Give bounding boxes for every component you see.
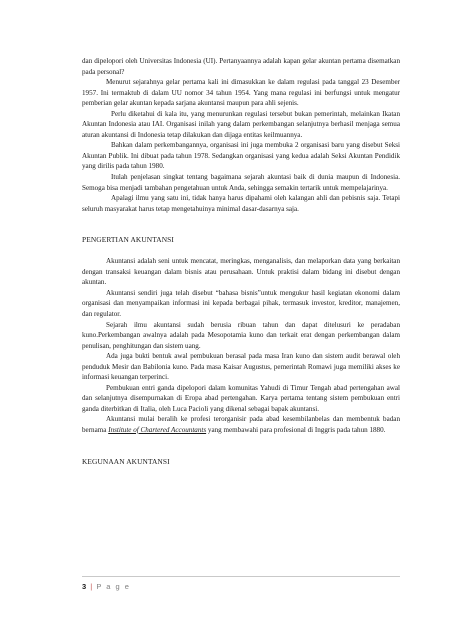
page-content xyxy=(82,56,400,467)
paragraph: Ada juga bukti bentuk awal pembukuan berasal pada masa Iran kuno dan sistem audit berawal oleh penduduk Mesir dan Babilonia kuno. Pada masa Kaisar Augustus, pemerintah Romawi juga memiliki akses ke informasi keuangan terperinci. xyxy=(82,352,400,382)
footer-divider xyxy=(82,576,400,577)
paragraph: Bahkan dalam perkembangannya, organisasi ini juga membuka 2 organisasi baru yang disebut Seksi Akuntan Publik. Ini dibuat pada tahun 1978. Sedangkan organisasi yang kedua adalah Seksi Akuntan Pendidik yang dirilis pada tahun 1980. xyxy=(82,141,400,171)
paragraph: Pembukuan entri ganda dipelopori dalam komunitas Yahudi di Timur Tengah abad pertengahan awal dan selanjutnya disempurnakan di Eropa abad pertengahan. Karya pertama tentang sistem pembukuan entri ganda diterbitkan di Italia, oleh Luca Pacioli yang dikenal sebagai bapak akuntansi. xyxy=(82,383,400,413)
paragraph: Menurut sejarahnya gelar pertama kali ini dimasukkan ke dalam regulasi pada tanggal 23 Desember 1957. Ini termaktub di dalam UU nomor 34 tahun 1954. Yang mana regulasi ini berfungsi untuk mengatur pemberian gelar akuntan kepada sarjana akuntansi maupun para ahli sejenis. xyxy=(82,78,400,108)
paragraph: Akuntansi adalah seni untuk mencatat, meringkas, menganalisis, dan melaporkan data yang berkaitan dengan transaksi keuangan dalam bisnis atau perusahaan. Untuk praktisi dalam bidang ini disebut dengan akuntan. xyxy=(82,257,400,287)
section-heading-kegunaan: KEGUNAAN AKUNTANSI xyxy=(82,456,170,466)
institute-link[interactable]: Institute of Chartered Accountants xyxy=(108,426,207,434)
paragraph-institute xyxy=(82,414,400,435)
paragraph: Itulah penjelasan singkat tentang bagaimana sejarah akuntasi baik di dunia maupun di Indonesia. Semoga bisa menjadi tambahan pengetahuan untuk Anda, sehingga semakin tertarik untuk mempelajarinya. xyxy=(82,173,400,192)
footer-separator: | xyxy=(90,582,93,591)
paragraph-text: Akuntansi mulai beralih ke profesi terorganisir pada abad kesembilanbelas dan membentuk badan bernama xyxy=(82,415,400,434)
paragraph-text: yang membawahi para profesional di Inggris pada tahun 1880. xyxy=(206,426,386,434)
paragraph: Akuntansi sendiri juga telah disebut “bahasa bisnis”untuk mengukur hasil kegiatan ekonomi dalam organisasi dan menyampaikan informasi ini kepada berbagai pihak, termasuk investor, kreditor, manajemen, dan regulator. xyxy=(82,288,400,318)
page-number: 3 xyxy=(82,582,87,591)
paragraph: Perlu diketahui di kala itu, yang menurunkan regulasi tersebut bukan pemerintah, melainkan Ikatan Akuntan Indonesia atau IAI. Organisasi inilah yang dalam perkembangan selanjutnya berhasil menjaga semua aturan akuntansi di Indonesia tetap dilakukan dan dijaga entitas keilmuannya. xyxy=(82,109,400,139)
page-footer xyxy=(82,582,130,591)
paragraph: Apalagi ilmu yang satu ini, tidak hanya harus dipahami oleh kalangan ahli dan pebisnis saja. Tetapi seluruh masyarakat harus tetap mengetahuinya minimal dasar-dasarnya saja. xyxy=(82,194,400,213)
paragraph: Sejarah ilmu akuntansi sudah berusia ribuan tahun dan dapat ditelusuri ke peradaban kuno.Perkembangan awalnya adalah pada Mesopotamia kuno dan terkait erat dengan perkembangan dalam penulisan, penghitungan dan sistem uang. xyxy=(82,320,400,350)
page-label: P a g e xyxy=(96,582,131,591)
paragraph: dan dipelopori oleh Universitas Indonesia (UI). Pertanyaannya adalah kapan gelar akuntan pertama disematkan pada personal? xyxy=(82,57,400,76)
section-heading-pengertian: PENGERTIAN AKUNTANSI xyxy=(82,235,174,245)
